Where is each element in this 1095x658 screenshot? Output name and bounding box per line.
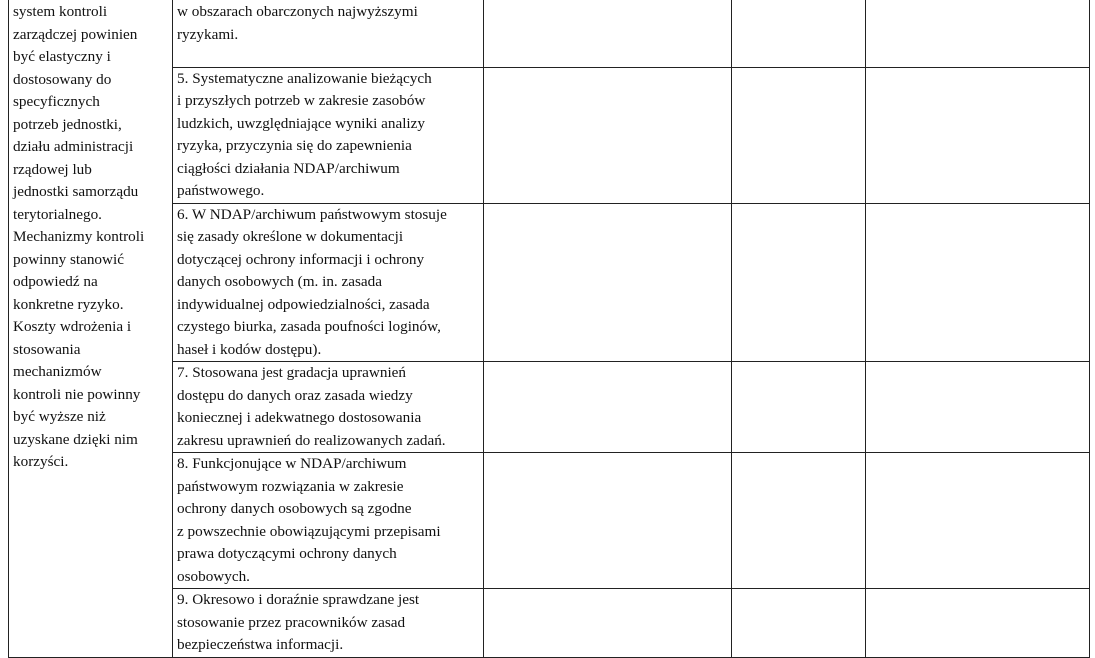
left-text-line: stosowania — [13, 340, 81, 358]
empty-cell — [866, 362, 1090, 453]
left-text-line: odpowiedź na — [13, 273, 98, 290]
item-text-line: stosowanie przez pracowników zasad — [177, 613, 406, 631]
item-text-line: dostępu do danych oraz zasada wiedzy — [177, 386, 413, 404]
item-text-line: w obszarach obarczonych najwyższymi — [177, 3, 418, 20]
empty-cell — [484, 0, 732, 67]
left-text-line: konkretne ryzyko. — [13, 295, 124, 313]
item-text-line: haseł i kodów dostępu). — [177, 340, 322, 358]
item-cell — [173, 362, 484, 453]
item-text-line: państwowym rozwiązania w zakresie — [177, 477, 404, 495]
left-text-line: Mechanizmy kontroli — [13, 228, 145, 245]
item-text-line: koniecznej i adekwatnego dostosowania — [177, 409, 422, 426]
item-text-line: ryzykami. — [177, 25, 239, 43]
empty-cell — [732, 362, 866, 453]
item-text-line: indywidualnej odpowiedzialności, zasada — [177, 295, 430, 313]
empty-cell — [484, 453, 732, 589]
item-text-line: ryzyka, przyczynia się do zapewnienia — [177, 137, 412, 154]
item-cell — [173, 203, 484, 362]
item-cell — [173, 67, 484, 203]
item-text-line: się zasady określone w dokumentacji — [177, 228, 404, 245]
empty-cell — [866, 453, 1090, 589]
left-text-line: system kontroli — [13, 3, 108, 20]
left-text-line: rządowej lub — [13, 160, 92, 178]
empty-cell — [484, 589, 732, 658]
item-text-line: i przyszłych potrzeb w zakresie zasobów — [177, 92, 426, 109]
left-text-line: terytorialnego. — [13, 205, 102, 223]
item-text-line: 5. Systematyczne analizowanie bieżących — [177, 69, 432, 87]
control-table — [8, 0, 1090, 658]
item-text-line: ochrony danych osobowych są zgodne — [177, 500, 412, 517]
left-text-line: potrzeb jednostki, — [13, 115, 122, 133]
empty-cell — [866, 589, 1090, 658]
left-text-line: być elastyczny i — [13, 48, 111, 65]
empty-cell — [732, 203, 866, 362]
empty-cell — [484, 203, 732, 362]
empty-cell — [866, 0, 1090, 67]
left-text-line: uzyskane dzięki nim — [13, 430, 138, 448]
left-text-line: Koszty wdrożenia i — [13, 318, 132, 335]
left-text-line: jednostki samorządu — [13, 183, 139, 200]
item-text-line: z powszechnie obowiązującymi przepisami — [177, 522, 441, 540]
left-column-cell — [9, 0, 173, 657]
item-text-line: prawa dotyczącymi ochrony danych — [177, 545, 397, 562]
empty-cell — [484, 67, 732, 203]
item-cell — [173, 589, 484, 658]
empty-cell — [866, 203, 1090, 362]
left-text-line: korzyści. — [13, 453, 69, 470]
left-text-line: specyficznych — [13, 93, 100, 110]
item-text-line: danych osobowych (m. in. zasada — [177, 273, 382, 290]
item-text-line: ludzkich, uwzględniające wyniki analizy — [177, 114, 425, 132]
empty-cell — [732, 67, 866, 203]
empty-cell — [484, 362, 732, 453]
item-text-line: osobowych. — [177, 567, 250, 585]
empty-cell — [732, 453, 866, 589]
left-text-line: dostosowany do — [13, 70, 112, 88]
empty-cell — [866, 67, 1090, 203]
empty-cell — [732, 589, 866, 658]
item-text-line: 8. Funkcjonujące w NDAP/archiwum — [177, 455, 407, 472]
left-text-line: mechanizmów — [13, 363, 102, 380]
left-text-line: działu administracji — [13, 138, 134, 155]
item-text-line: ciągłości działania NDAP/archiwum — [177, 159, 400, 177]
table-row — [9, 0, 1090, 67]
item-text-line: 9. Okresowo i doraźnie sprawdzane jest — [177, 591, 420, 608]
item-cell — [173, 453, 484, 589]
item-text-line: 7. Stosowana jest gradacja uprawnień — [177, 364, 407, 381]
item-cell — [173, 0, 484, 67]
item-text-line: zakresu uprawnień do realizowanych zadań. — [177, 431, 446, 449]
left-text-line: być wyższe niż — [13, 408, 106, 425]
item-text-line: bezpieczeństwa informacji. — [177, 636, 344, 653]
item-text-line: 6. W NDAP/archiwum państwowym stosuje — [177, 205, 447, 223]
item-text-line: państwowego. — [177, 182, 265, 199]
left-text-line: zarządczej powinien — [13, 25, 138, 43]
left-text-line: kontroli nie powinny — [13, 385, 141, 403]
item-text-line: dotyczącej ochrony informacji i ochrony — [177, 250, 425, 268]
item-text-line: czystego biurka, zasada poufności loginów, — [177, 318, 441, 335]
left-text-line: powinny stanowić — [13, 250, 124, 268]
empty-cell — [732, 0, 866, 67]
